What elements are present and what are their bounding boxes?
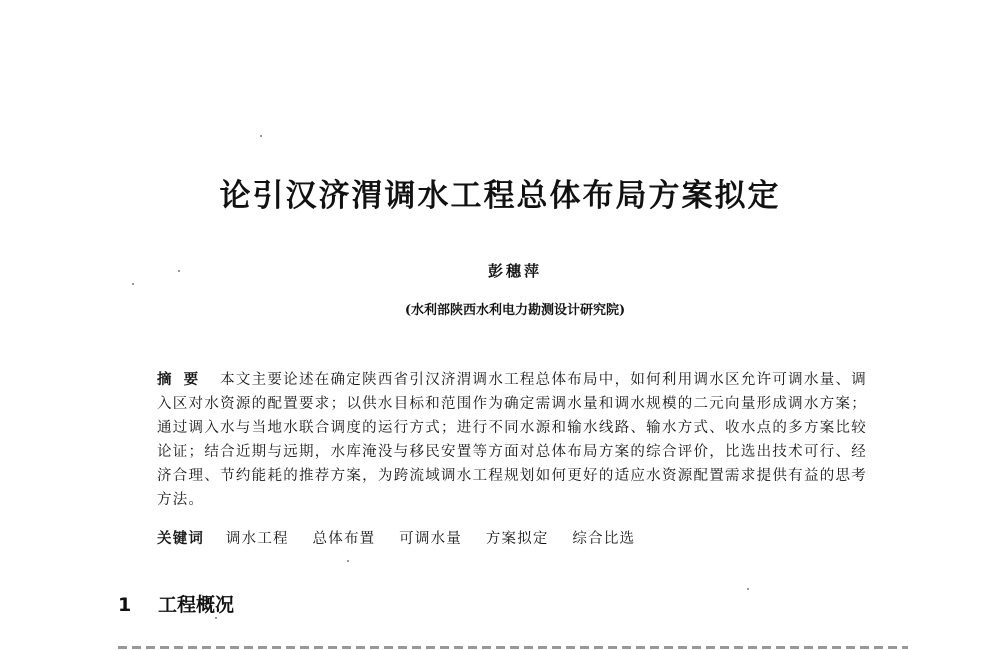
abstract-paragraph: [157, 368, 867, 512]
abstract-text: 本文主要论述在确定陕西省引汉济渭调水工程总体布局中，如何利用调水区允许可调水量、调入区对水资源的配置要求；以供水目标和范围作为确定需调水量和调水规模的二元向量形成调水方案；通过调入水与当地水联合调度的运行方式；进行不同水源和输水线路、输水方式、收水点的多方案比较论证；结合近期与远期，水库淹没与移民安置等方面对总体布局方案的综合评价，比选出技术可行、经济合理、节约能耗的推荐方案，为跨流域调水工程规划如何更好的适应水资源配置需求提供有益的思考方法。: [157, 372, 867, 508]
scan-speck: [747, 588, 749, 590]
keyword-item: 综合比选: [572, 531, 636, 547]
section-number: 1: [118, 594, 132, 616]
keyword-item: 总体布置: [312, 531, 376, 547]
keywords-line: [157, 527, 867, 551]
scan-speck: [347, 560, 349, 562]
scan-speck: [260, 135, 262, 137]
scan-speck: [132, 283, 134, 285]
section-title: 工程概况: [158, 594, 235, 616]
scan-speck: [178, 270, 180, 272]
keyword-item: 可调水量: [399, 531, 462, 547]
keywords-label: 关键词: [157, 531, 205, 547]
abstract-label: 摘要: [157, 372, 211, 388]
section-heading: [118, 590, 234, 617]
keyword-item: 调水工程: [225, 531, 289, 547]
cutoff-text-line: [118, 642, 908, 650]
scan-speck: [215, 617, 217, 619]
paper-title: 论引汉济渭调水工程总体布局方案拟定: [219, 178, 781, 214]
author-name: 彭穗萍: [487, 262, 542, 280]
keyword-item: 方案拟定: [485, 531, 549, 547]
author-affiliation: (水利部陕西水利电力勘测设计研究院): [404, 303, 626, 318]
